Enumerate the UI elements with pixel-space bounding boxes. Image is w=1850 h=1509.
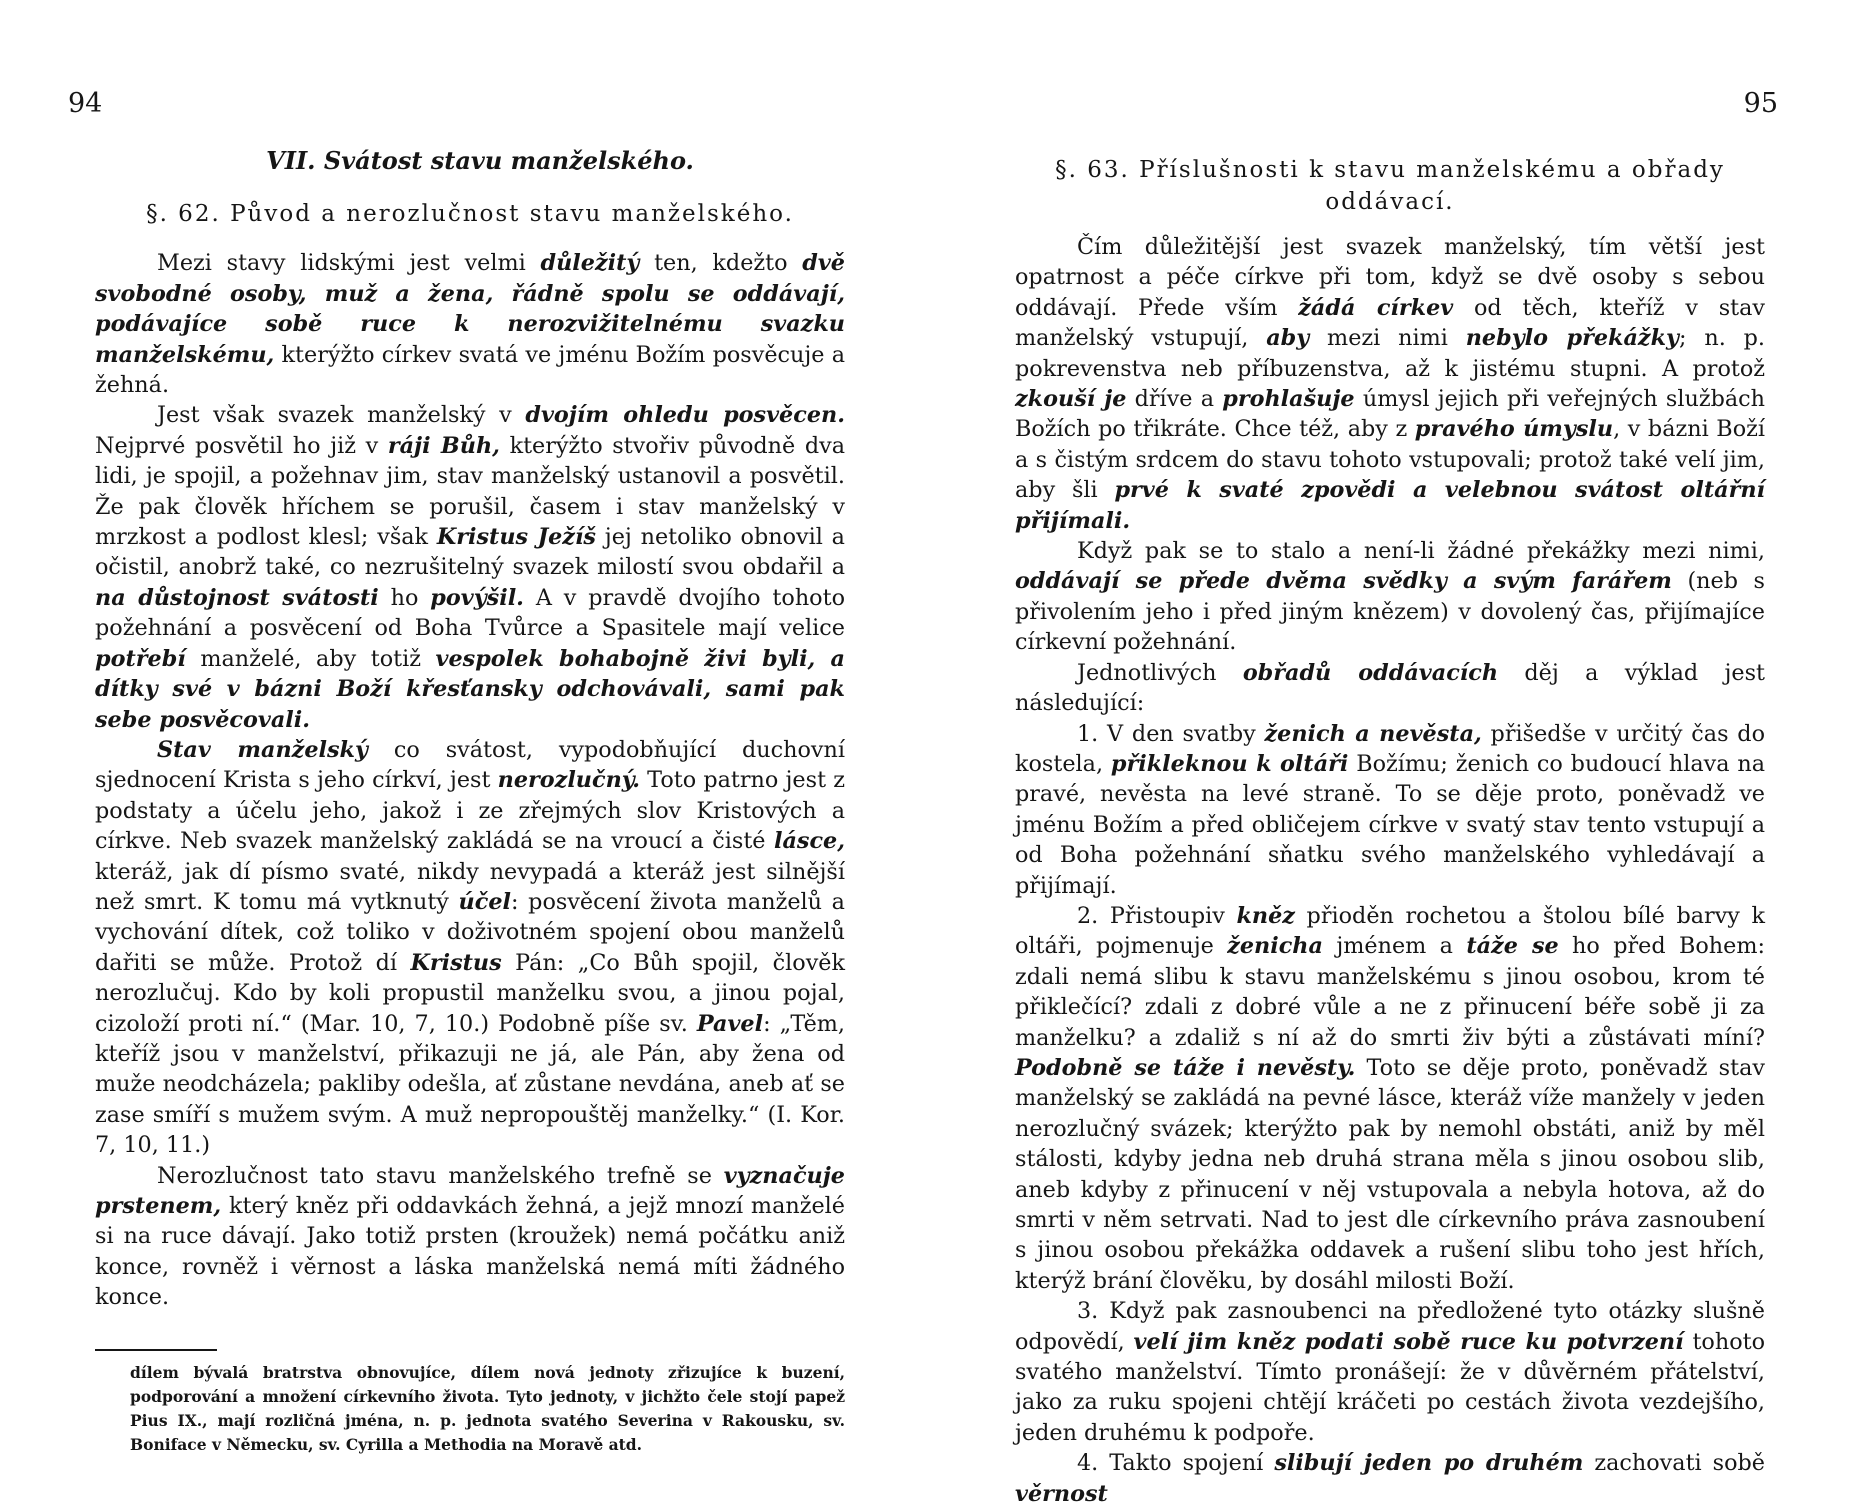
paragraph: 2. Přistoupiv kněz přioděn rochetou a štolou bílé barvy k oltáři, pojmenuje ženicha jménem a táže se ho před Bohem: zdali nemá slibu k stavu manželskému s jinou osobou, krom té přiklečící? zdali z dobré vůle a ne z přinucení béře sobě ji za manželku? a zdaliž s ní až do smrti živ býti a zůstávati míní? Podobně se táže i nevěsty. Toto se děje proto, poněvadž stav manželský se zakládá na pevné lásce, kteráž víže manžely v jeden nerozlučný svázek; kterýžto pak by nemohl obstáti, aniž by měl stálosti, kdyby jedna neb druhá strana měla s jinou osobou slib, aneb kdyby z přinucení v něj vstupovala a nebyla hotova, až do smrti v něm setrvati. Nad to jest dle církevního práva zasnoubení s jinou osobou překážka oddavek a rušení slibu toho jest hřích, kterýž brání člověku, by dosáhl milosti Boží. bbox=[1015, 902, 1765, 1294]
paragraph: Když pak se to stalo a není-li žádné překážky mezi nimi, oddávají se přede dvěma svědky a svým farářem (neb s přivolením jeho i před jiným knězem) v dovolený čas, přijímajíce církevní požehnání. bbox=[1015, 538, 1765, 656]
paragraph: 3. Když pak zasnoubenci na předložené tyto otázky slušně odpovědí, velí jim kněz podati sobě ruce ku potvrzení tohoto svatého manželství. Tímto pronášejí: že v důvěrném přátelství, jako za ruku spojeni chtějí kráčeti po cestách života vezdejšího, jeden druhému k podpoře. bbox=[1015, 1298, 1766, 1446]
paragraph: Stav manželský co svátost, vypodobňující duchovní sjednocení Krista s jeho církví, jest nerozlučný. Toto patrno jest z podstaty a účelu jeho, jakož i ze zřejmých slov Kristových a církve. Neb svazek manželský zakládá se na vroucí a čisté lásce, kteráž, jak dí písmo svaté, nikdy nevypadá a kteráž jest silnější než smrt. K tomu má vytknutý účel: posvěcení života manželů a vychování dítek, což toliko v doživotném spojení obou manželů dařiti se může. Protož dí Kristus Pán: „Co Bůh spojil, člověk nerozlučuj. Kdo by koli propustil manželku svou, a jinou pojal, cizoloží proti ní.“ (Mar. 10, 7, 10.) Podobně píše sv. Pavel: „Těm, kteříž jsou v manželství, přikazuji ne já, ale Pán, aby žena od muže neodcházela; pakliby odešla, ať zůstane nevdána, aneb ať se zase smíří s mužem svým. A muž nepropouštěj manželky.“ (I. Kor. 7, 10, 11.) bbox=[95, 736, 845, 1159]
footnote: dílem bývalá bratrstva obnovujíce, dílem nová jednoty zřizujíce k buzení, podporování a množení církevního života. Tyto jednoty, v jichžto čele stojí papež Pius IX., mají rozličná jména, n. p. jednota svatého Severina v Rakousku, sv. Boniface v Německu, sv. Cyrilla a Methodia na Moravě atd. bbox=[130, 1362, 845, 1454]
page-number: 95 bbox=[1743, 88, 1778, 119]
left-page-column bbox=[95, 140, 845, 1457]
section-heading: §. 62. Původ a nerozlučnost stavu manželského. bbox=[146, 201, 794, 228]
paragraph: 4. Takto spojení slibují jeden po druhém zachovati sobě věrnost bbox=[1015, 1450, 1765, 1507]
footnote-rule bbox=[95, 1349, 217, 1351]
chapter-title: VII. Svátost stavu manželského. bbox=[266, 146, 694, 175]
left-page bbox=[0, 0, 925, 1500]
paragraph: Nerozlučnost tato stavu manželského trefně se vyznačuje prstenem, který kněz při oddavkách žehná, a jejž mnozí manželé si na ruce dávají. Jako totiž prsten (kroužek) nemá počátku aniž konce, rovněž i věrnost a láska manželská nemá míti žádného konce. bbox=[95, 1162, 845, 1311]
paragraph: Jednotlivých obřadů oddávacích děj a výklad jest následující: bbox=[1015, 659, 1765, 717]
section-heading: §. 63. Příslušnosti k stavu manželskému a obřady oddávací. bbox=[1055, 157, 1725, 215]
right-page-column bbox=[1015, 140, 1765, 1509]
page-number: 94 bbox=[68, 88, 103, 119]
paragraph: Mezi stavy lidskými jest velmi důležitý ten, kdežto dvě svobodné osoby, muž a žena, řádně spolu se oddávají, podávajíce sobě ruce k nerozvižitelnému svazku manželskému, kterýžto církev svatá ve jménu Božím posvěcuje a žehná. bbox=[95, 250, 845, 399]
paragraph: Čím důležitější jest svazek manželský, tím větší jest opatrnost a péče církve při tom, když se dvě osoby s sebou oddávají. Přede vším žádá církev od těch, kteříž v stav manželský vstupují, aby mezi nimi nebylo překážky; n. p. pokrevenstva neb příbuzenstva, až k jistému stupni. A protož zkouší je dříve a prohlašuje úmysl jejich při veřejných službách Božích po třikráte. Chce též, aby z pravého úmyslu, v bázni Boží a s čistým srdcem do stavu tohoto vstupovali; protož také velí jim, aby šli prvé k svaté zpovědi a velebnou svátost oltářní přijímali. bbox=[1015, 234, 1765, 534]
paragraph: Jest však svazek manželský v dvojím ohledu posvěcen. Nejprvé posvětil ho již v ráji Bůh, kterýžto stvořiv původně dva lidi, je spojil, a požehnav jim, stav manželský ustanovil a posvětil. Že pak člověk hříchem se porušil, časem i stav manželský v mrzkost a podlost klesl; však Kristus Ježíš jej netoliko obnovil a očistil, anobrž také, co nezrušitelný svazek milostí svou obdařil a na důstojnost svátosti ho povýšil. A v pravdě dvojího tohoto požehnání a posvěcení od Boha Tvůrce a Spasitele mají velice potřebí manželé, aby totiž vespolek bohabojně živi byli, a dítky své v bázni Boží křesťansky odchovávali, sami pak sebe posvěcovali. bbox=[95, 402, 845, 733]
paragraph: 1. V den svatby ženich a nevěsta, přišedše v určitý čas do kostela, přikleknou k oltáři Božímu; ženich co budoucí hlava na pravé, nevěsta na levé straně. To se děje proto, poněvadž ve jménu Božím a před obličejem církve v svatý stav tento vstupují a od Boha požehnání sňatku svého manželského vyhledávají a přijímají. bbox=[1015, 720, 1766, 899]
right-page bbox=[925, 0, 1850, 1507]
